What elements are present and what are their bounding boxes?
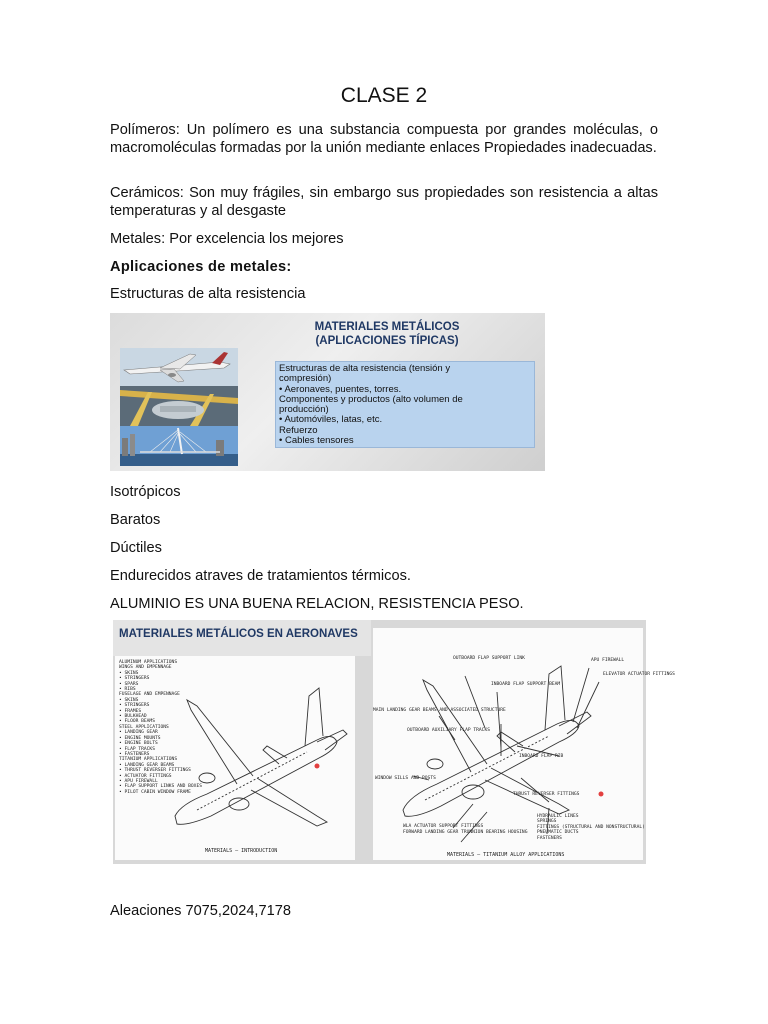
label-window: WINDOW SILLS AND POSTS [375, 776, 436, 781]
property-endurecidos: Endurecidos atraves de tratamientos térmicos. [110, 568, 411, 584]
right-caption: MATERIALS — TITANIUM ALLOY APPLICATIONS [447, 852, 565, 858]
label-wla: WLA ACTUATOR SUPPORT FITTINGS [403, 824, 484, 829]
label-right-list: HYDRAULIC LINES SPRINGS FITTINGS (STRUCTURAL AND NONSTRUCTURAL) PNEUMATIC DUCTS FASTENERS [537, 814, 645, 841]
label-inboard-flap-rib: INBOARD FLAP RIB [519, 754, 564, 759]
property-baratos: Baratos [110, 512, 161, 528]
label-forward: FORWARD LANDING GEAR TRUNNION BEARING HOUSING [403, 830, 528, 835]
paragraph-aleaciones: Aleaciones 7075,2024,7178 [110, 903, 291, 919]
aircraft-panel-right [373, 628, 675, 860]
heading-aplicaciones: Aplicaciones de metales: [110, 259, 292, 275]
statement-aluminio: ALUMINIO ES UNA BUENA RELACION, RESISTENCIA PESO. [110, 596, 524, 612]
label-main-gear: MAIN LANDING GEAR BEAMS AND ASSOCIATED STRUCTURE [373, 708, 506, 713]
label-apu-firewall: APU FIREWALL [591, 658, 625, 663]
label-elevator: ELEVATOR ACTUATOR FITTINGS [603, 672, 675, 677]
label-thrust: THRUST REVERSER FITTINGS [513, 792, 580, 797]
slide1-photos [120, 348, 238, 466]
label-inboard-flap: INBOARD FLAP SUPPORT BEAM [491, 682, 561, 687]
slide1-text-box: Estructuras de alta resistencia (tensión y compresión) • Aeronaves, puentes, torres. Componentes y productos (alto volumen de producción) • Automóviles, latas, etc. Refuerzo • Cables tensores [275, 361, 535, 448]
aircraft-drawing-left [167, 666, 355, 842]
slide2-heading: MATERIALES METÁLICOS EN AERONAVES [119, 628, 358, 640]
materials-notes: ALUMINUM APPLICATIONS WINGS AND EMPENNAGE • SKINS • STRINGERS • SPARS • RIBS FUSELAGE AND EMPENNAGE • SKINS • STRINGERS • FRAMES • BULKHEAD • FLOOR BEAMS STEEL APPLICATIONS • LANDING GEAR • ENGINE MOUNTS • ENGINE BOLTS • FLAP TRACKS • FASTENERS TITANIUM APPLICATIONS • LANDING GEAR BEAMS • THRUST REVERSER FITTINGS • ACTUATOR FITTINGS • APU FIREWALL • FLAP SUPPORT LINKS AND BOXES • PILOT CABIN WINDOW FRAME [119, 660, 202, 795]
paragraph-estructuras: Estructuras de alta resistencia [110, 286, 306, 302]
label-outboard-aux: OUTBOARD AUXILIARY FLAP TRACKS [407, 728, 490, 733]
paragraph-metales: Metales: Por excelencia los mejores [110, 231, 344, 247]
label-outboard-flap: OUTBOARD FLAP SUPPORT LINK [453, 656, 525, 661]
slide1-heading: MATERIALES METÁLICOS (APLICACIONES TÍPICAS) [314, 321, 460, 347]
property-isotropicos: Isotrópicos [110, 484, 181, 500]
paragraph-ceramicos: Cerámicos: Son muy frágiles, sin embargo sus propiedades son resistencia a altas temperaturas y al desgaste [110, 185, 658, 219]
left-caption: MATERIALS — INTRODUCTION [205, 848, 278, 854]
slide-materiales-aeronaves [113, 620, 675, 864]
paragraph-polimeros: Polímeros: Un polímero es una substancia compuesta por grandes moléculas, o macromoléculas formadas por la unión mediante enlaces Propiedades inadecuadas. [110, 122, 658, 156]
page-title: CLASE 2 [340, 84, 428, 107]
slide-materiales-metalicos [110, 313, 545, 471]
aircraft-panel-left [115, 656, 355, 860]
property-ductiles: Dúctiles [110, 540, 162, 556]
